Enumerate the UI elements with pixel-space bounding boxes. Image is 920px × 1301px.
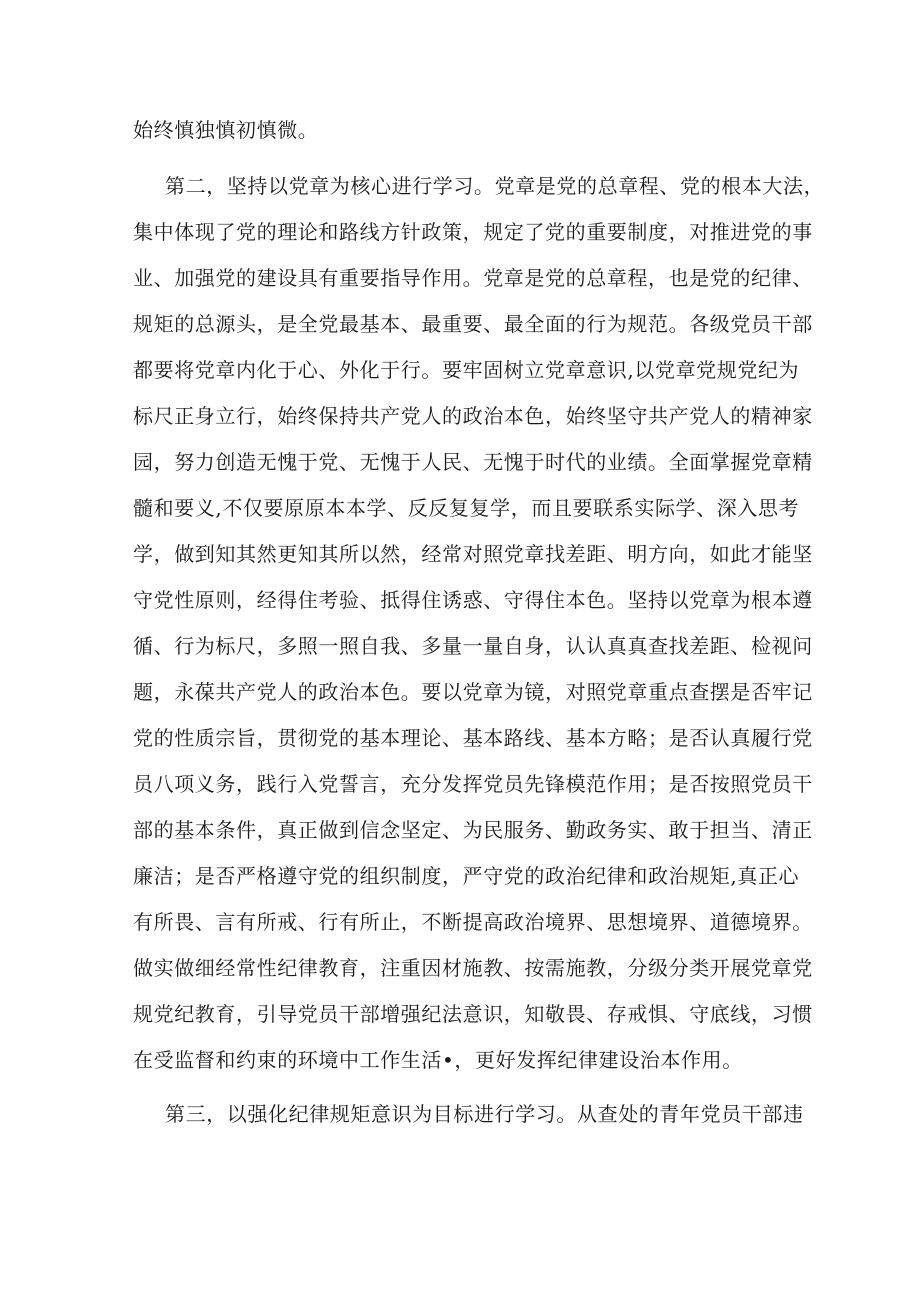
text-line: 廉洁；是否严格遵守党的组织制度，严守党的政治纪律和政治规矩,真正心 (133, 864, 800, 888)
paragraph-start-line: 第三，以强化纪律规矩意识为目标进行学习。从查处的青年党员干部违 (165, 1102, 804, 1126)
text-line: 规矩的总源头，是全党最基本、最重要、最全面的行为规范。各级党员干部 (133, 312, 813, 336)
text-line: 员八项义务，践行入党誓言，充分发挥党员先锋模范作用；是否按照党员干 (133, 772, 813, 796)
text-line: 题，永葆共产党人的政治本色。要以党章为镜，对照党章重点查摆是否牢记 (133, 680, 813, 704)
text-line: 集中体现了党的理论和路线方针政策，规定了党的重要制度，对推进党的事 (133, 220, 813, 244)
text-line: 始终慎独慎初慎微。 (133, 118, 319, 142)
text-line: 标尺正身立行，始终保持共产党人的政治本色，始终坚守共产党人的精神家 (133, 404, 813, 428)
text-line: 部的基本条件，真正做到信念坚定、为民服务、勤政务实、敢于担当、清正 (133, 818, 813, 842)
text-line: 循、行为标尺，多照一照自我、多量一量自身，认认真真查找差距、检视问 (133, 634, 813, 658)
text-line: 学，做到知其然更知其所以然，经常对照党章找差距、明方向，如此才能坚 (133, 542, 813, 566)
text-line: 在受监督和约束的环境中工作生活•，更好发挥纪律建设治本作用。 (133, 1048, 743, 1072)
text-line: 党的性质宗旨，贯彻党的基本理论、基本路线、基本方略；是否认真履行党 (133, 726, 813, 750)
text-line: 守党性原则，经得住考验、抵得住诱惑、守得住本色。坚持以党章为根本遵 (133, 588, 813, 612)
text-line: 规党纪教育，引导党员干部增强纪法意识，知敬畏、存戒惧、守底线，习惯 (133, 1002, 813, 1026)
text-line: 园，努力创造无愧于党、无愧于人民、无愧于时代的业绩。全面掌握党章精 (133, 450, 813, 474)
text-line: 业、加强党的建设具有重要指导作用。党章是党的总章程，也是党的纪律、 (133, 266, 813, 290)
text-line: 有所畏、言有所戒、行有所止，不断提高政治境界、思想境界、道德境界。 (133, 910, 813, 934)
text-line: 做实做细经常性纪律教育，注重因材施教、按需施教，分级分类开展党章党 (133, 956, 813, 980)
text-line: 都要将党章内化于心、外化于行。要牢固树立党章意识,以党章党规党纪为 (133, 358, 800, 382)
paragraph-start-line: 第二，坚持以党章为核心进行学习。党章是党的总章程、党的根本大法， (165, 174, 825, 198)
text-line: 髓和要义,不仅要原原本本学、反反复复学，而且要联系实际学、深入思考 (133, 496, 800, 520)
